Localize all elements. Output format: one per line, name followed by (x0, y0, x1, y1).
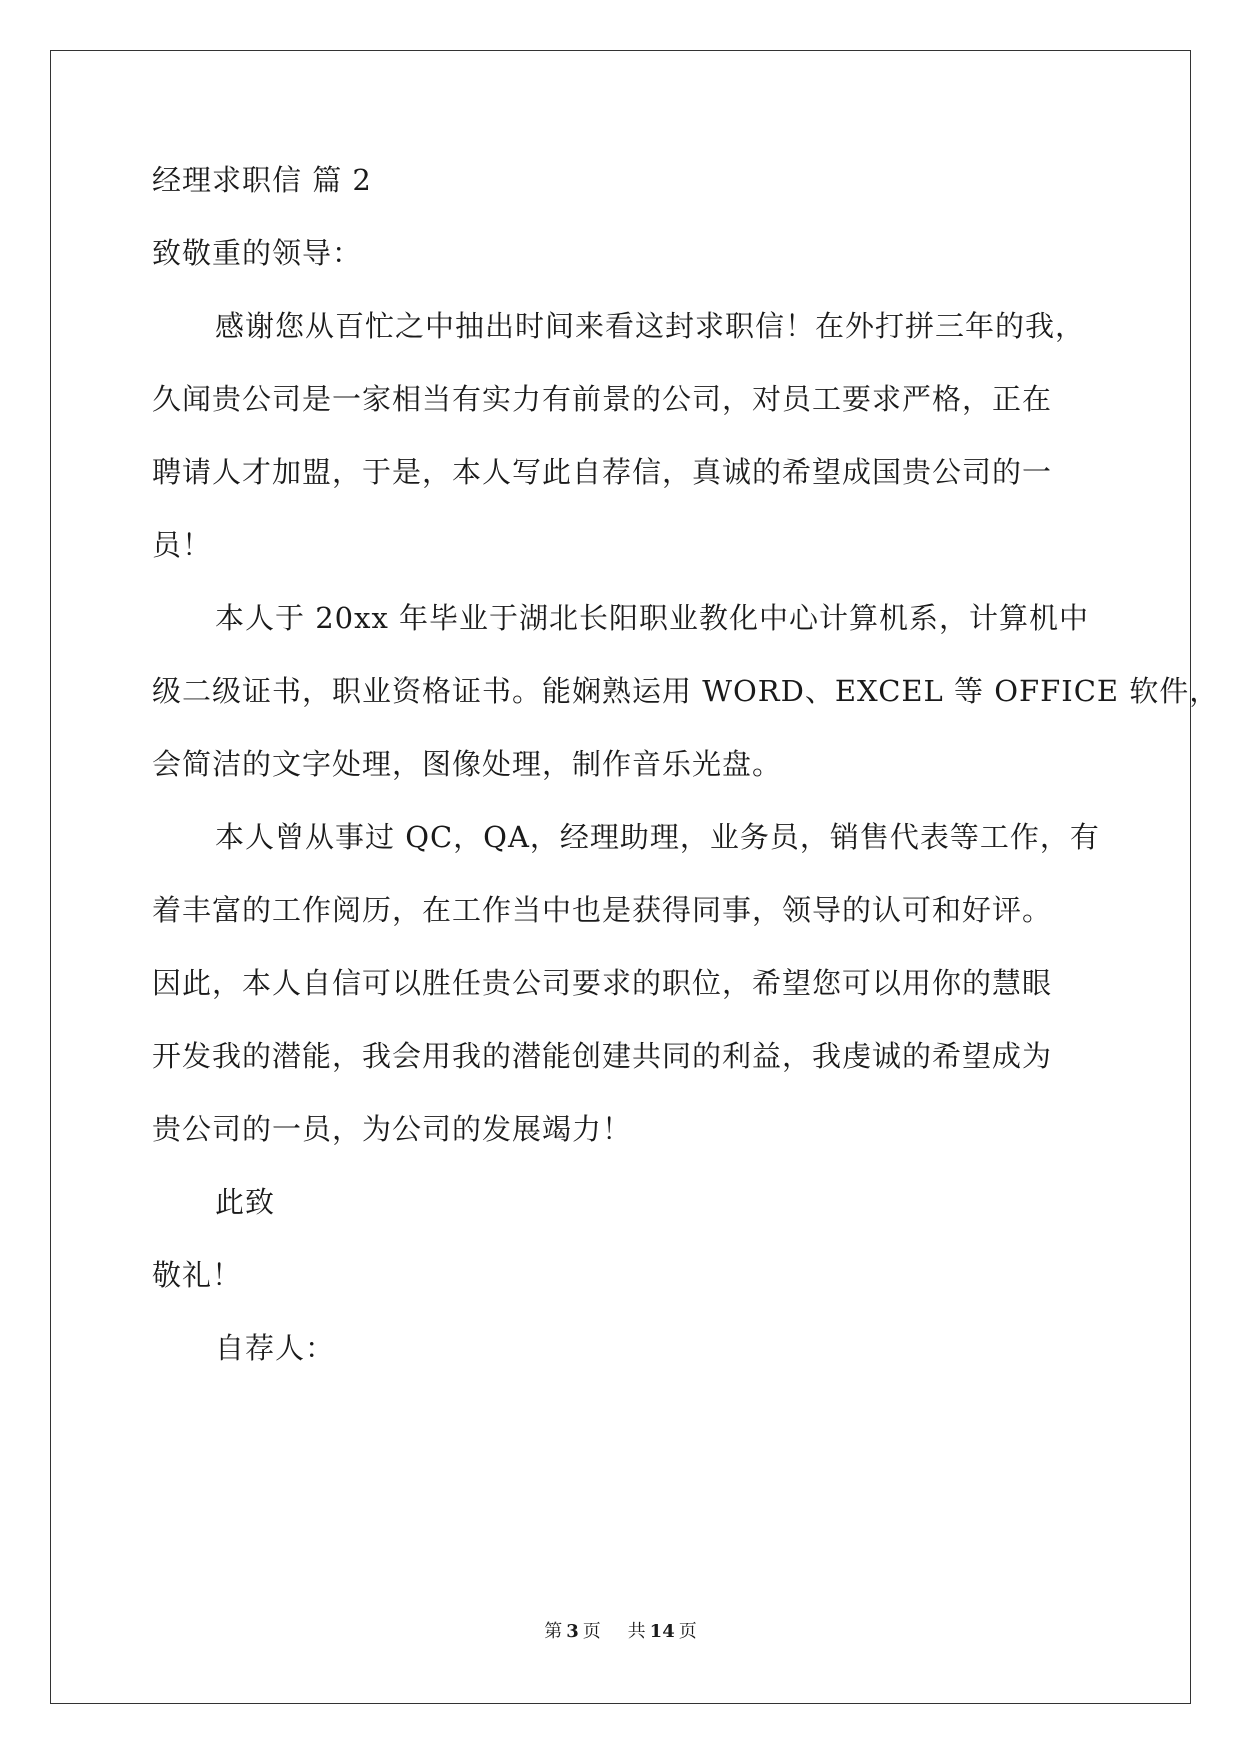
paragraph-line: 会简洁的文字处理，图像处理，制作音乐光盘。 (152, 747, 783, 781)
page-suffix: 页 (582, 1621, 601, 1642)
paragraph-line: 员！ (152, 528, 213, 562)
page-footer (0, 1620, 1241, 1644)
page-number: 3 (566, 1621, 579, 1642)
document-title: 经理求职信 篇 2 (152, 163, 372, 197)
paragraph-line: 本人于 20xx 年毕业于湖北长阳职业教化中心计算机系，计算机中 (215, 601, 1090, 635)
paragraph-line: 久闻贵公司是一家相当有实力有前景的公司，对员工要求严格，正在 (152, 382, 1053, 416)
signature-label: 自荐人： (215, 1331, 336, 1365)
paragraph-line: 感谢您从百忙之中抽出时间来看这封求职信！在外打拼三年的我， (215, 309, 1086, 343)
total-suffix: 页 (678, 1621, 697, 1642)
paragraph-line: 贵公司的一员，为公司的发展竭力！ (152, 1112, 633, 1146)
closing-greeting: 敬礼！ (152, 1258, 243, 1292)
closing-line: 此致 (215, 1185, 276, 1219)
paragraph-line: 级二级证书，职业资格证书。能娴熟运用 WORD、EXCEL 等 OFFICE 软件， (152, 674, 1220, 708)
total-prefix: 共 (627, 1621, 646, 1642)
total-pages: 14 (649, 1621, 675, 1642)
page-border (50, 50, 1191, 1704)
paragraph-line: 本人曾从事过 QC，QA，经理助理，业务员，销售代表等工作，有 (215, 820, 1100, 854)
paragraph-line: 聘请人才加盟，于是，本人写此自荐信，真诚的希望成国贵公司的一 (152, 455, 1053, 489)
paragraph-line: 着丰富的工作阅历，在工作当中也是获得同事，领导的认可和好评。 (152, 893, 1053, 927)
paragraph-line: 开发我的潜能，我会用我的潜能创建共同的利益，我虔诚的希望成为 (152, 1039, 1053, 1073)
page-prefix: 第 (544, 1621, 563, 1642)
paragraph-line: 因此，本人自信可以胜任贵公司要求的职位，希望您可以用你的慧眼 (152, 966, 1053, 1000)
salutation: 致敬重的领导： (152, 236, 363, 270)
